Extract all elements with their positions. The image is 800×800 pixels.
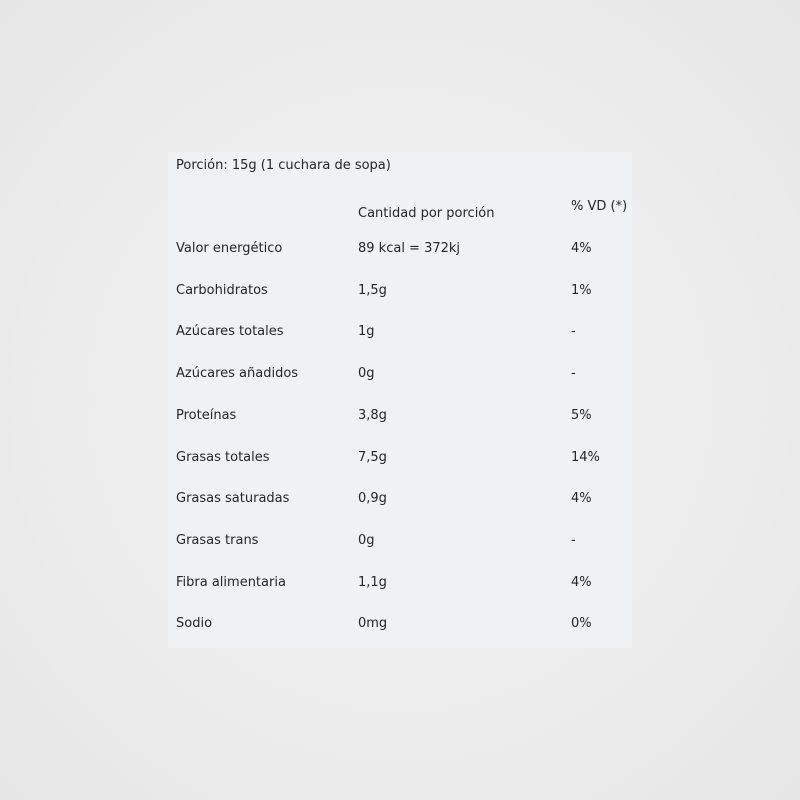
nutrient-amount: 1,5g (358, 282, 387, 298)
header-dv: % VD (*) (571, 199, 628, 214)
nutrient-dv: 4% (571, 574, 592, 590)
nutrient-name: Grasas trans (176, 532, 259, 548)
nutrient-dv: - (571, 366, 576, 382)
serving-size: Porción: 15g (1 cuchara de sopa) (176, 158, 391, 173)
nutrient-amount: 1,1g (358, 574, 387, 590)
nutrient-name: Carbohidratos (176, 282, 268, 298)
nutrient-amount: 0,9g (358, 491, 387, 507)
nutrient-amount: 7,5g (358, 449, 387, 465)
nutrient-amount: 0g (358, 366, 375, 382)
nutrient-amount: 0g (358, 532, 375, 548)
nutrient-dv: 5% (571, 407, 592, 423)
nutrient-name: Grasas saturadas (176, 491, 290, 507)
nutrient-dv: 1% (571, 282, 592, 298)
nutrient-name: Proteínas (176, 407, 237, 423)
nutrient-name: Azúcares añadidos (176, 366, 299, 382)
nutrient-dv: 14% (571, 449, 600, 465)
nutrition-table (168, 152, 632, 648)
nutrient-dv: 4% (571, 241, 592, 256)
nutrient-name: Sodio (176, 616, 213, 632)
nutrient-amount: 1g (358, 324, 375, 340)
nutrient-name: Grasas totales (176, 449, 270, 465)
header-amount: Cantidad por porción (358, 206, 495, 221)
nutrient-name: Fibra alimentaria (176, 574, 286, 590)
nutrient-amount: 89 kcal = 372kj (358, 241, 461, 256)
nutrient-amount: 0mg (358, 616, 388, 632)
nutrient-name: Azúcares totales (176, 324, 284, 340)
nutrient-dv: 0% (571, 616, 592, 632)
nutrient-dv: - (571, 532, 576, 548)
nutrient-dv: 4% (571, 491, 592, 507)
nutrient-dv: - (571, 324, 576, 340)
nutrient-name: Valor energético (176, 241, 283, 256)
nutrient-amount: 3,8g (358, 407, 387, 423)
